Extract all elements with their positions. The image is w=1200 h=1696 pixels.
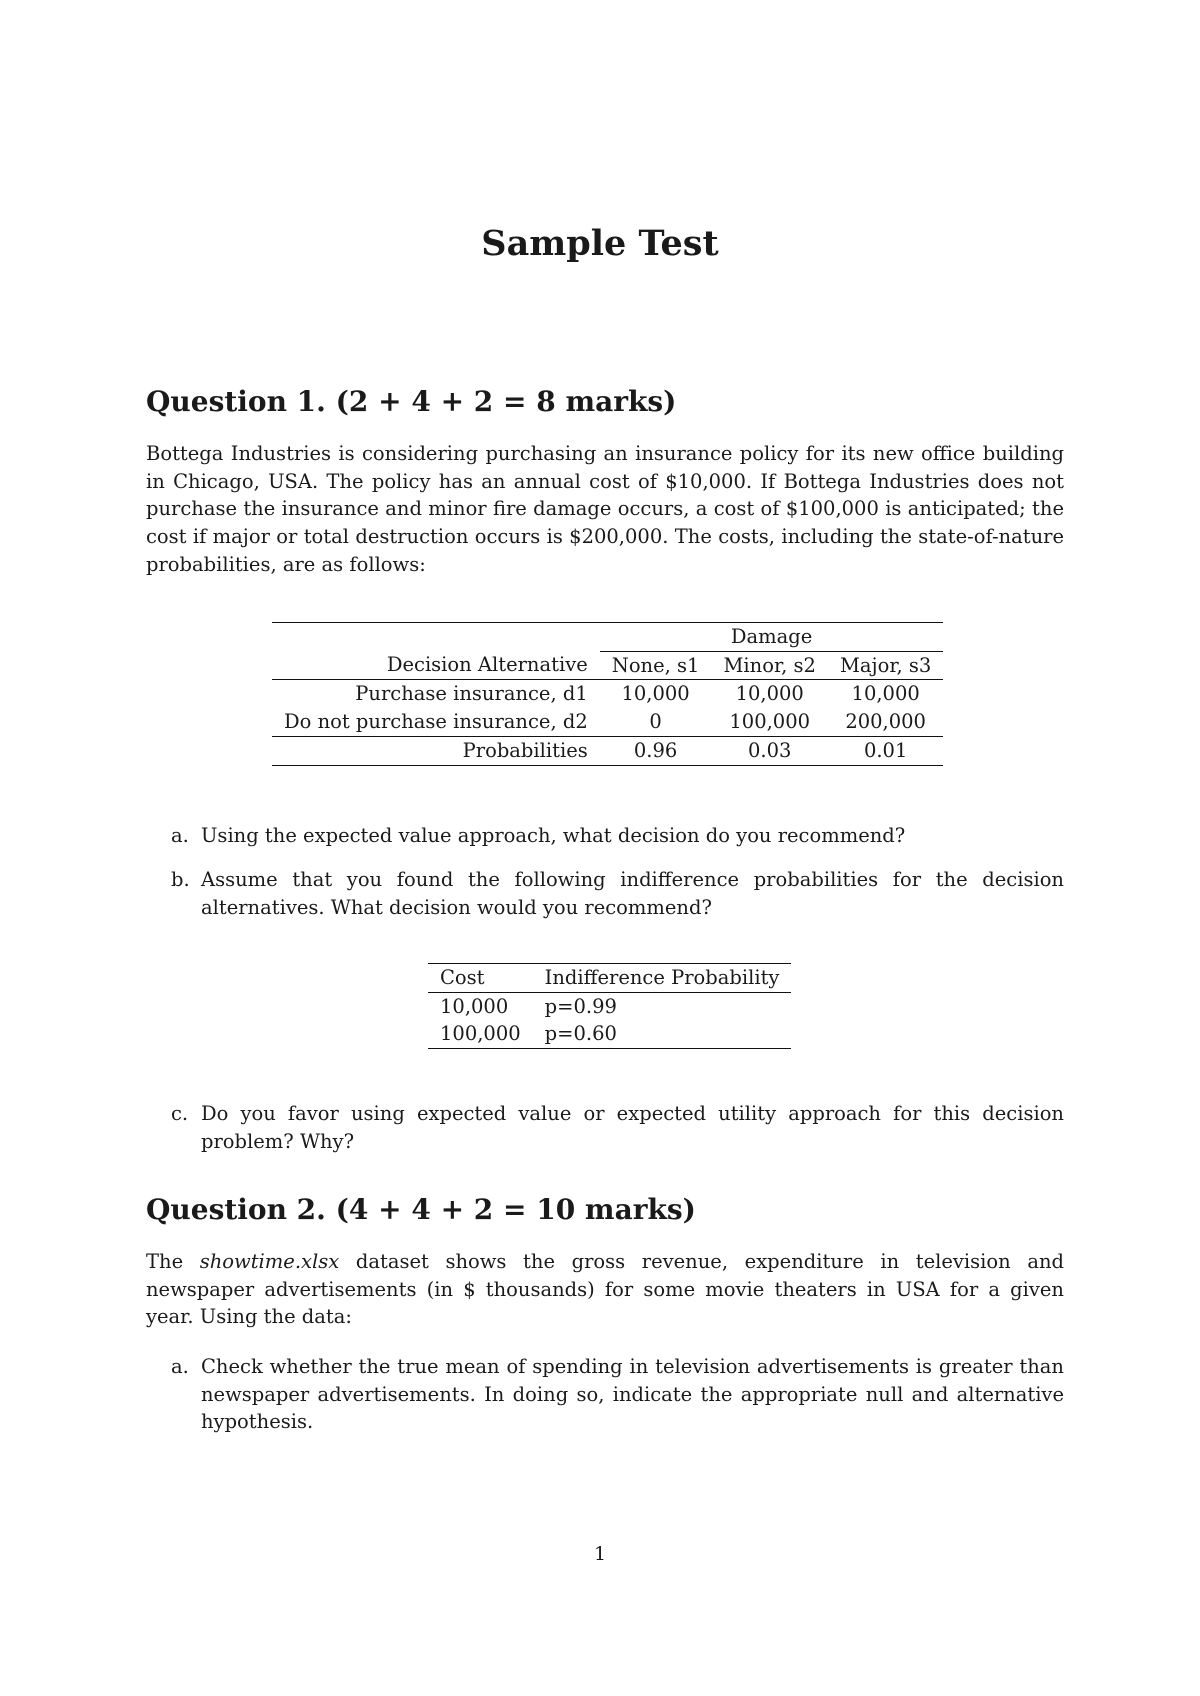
paragraph-text: dataset shows the gross revenue, expenditure in television and newspaper advertisements (in $ thousands) for some movie theaters in USA for a given year. Using the data: <box>146 1250 1064 1329</box>
table-cell: 100,000 <box>440 1022 521 1046</box>
table-cell: Purchase insurance, d1 <box>272 680 600 708</box>
table-cell: 0.01 <box>828 736 943 765</box>
question-2-paragraph <box>146 1248 1064 1331</box>
table-cell: Do not purchase insurance, d2 <box>284 710 588 734</box>
paragraph-text: The <box>146 1250 200 1273</box>
question-2-part-a <box>171 1353 1064 1436</box>
part-text: Using the expected value approach, what decision do you recommend? <box>201 824 906 847</box>
question-1-part-b <box>171 866 1064 921</box>
table-cell: 10,000 <box>711 680 828 708</box>
table-header-cell: Decision Alternative <box>386 653 588 677</box>
indifference-table <box>428 963 791 1049</box>
question-1-part-c <box>171 1100 1064 1155</box>
part-label: a. <box>171 1355 189 1378</box>
question-1-paragraph: Bottega Industries is considering purchasing an insurance policy for its new office building in Chicago, USA. The policy has an annual cost of $10,000. If Bottega Industries does not purchase the insurance and minor fire damage occurs, a cost of $100,000 is anticipated; the cost if major or total destruction occurs is $200,000. The costs, including the state-of-nature probabilities, are as follows: <box>146 442 1064 576</box>
table-cell: 10,000 <box>428 992 533 1020</box>
question-2-heading: Question 2. (4 + 4 + 2 = 10 marks) <box>146 1193 696 1226</box>
part-text: Check whether the true mean of spending in television advertisements is greater than newspaper advertisements. In doing so, indicate the appropriate null and alternative hypothesis. <box>201 1355 1064 1434</box>
table-header-cell: None, s1 <box>611 653 700 677</box>
table-cell: 10,000 <box>600 680 712 708</box>
table-header-cell: Major, s3 <box>839 653 932 677</box>
cost-table <box>272 622 943 766</box>
part-text: Assume that you found the following indifference probabilities for the decision alternatives. What decision would you recommend? <box>201 868 1064 919</box>
table-cell: 100,000 <box>729 710 811 734</box>
table-header-cell: Minor, s2 <box>723 653 816 677</box>
table-header-cell: Indifference Probability <box>544 966 780 989</box>
table-cell: Probabilities <box>272 736 600 765</box>
question-1-heading: Question 1. (2 + 4 + 2 = 8 marks) <box>146 385 677 418</box>
probabilities-row <box>272 736 943 765</box>
table-cell: 0.03 <box>711 736 828 765</box>
page-title: Sample Test <box>481 223 719 264</box>
table-cell: 200,000 <box>845 710 926 734</box>
table-header-row <box>428 964 791 993</box>
table-cell: 10,000 <box>828 680 943 708</box>
table-row <box>428 1020 791 1048</box>
part-label: b. <box>171 868 190 891</box>
page-number: 1 <box>593 1543 607 1565</box>
table-cell: p=0.60 <box>544 1022 617 1046</box>
part-label: a. <box>171 824 189 847</box>
table-header-row <box>272 651 943 680</box>
table-row <box>272 708 943 736</box>
table-row <box>272 680 943 708</box>
table-cell: 0 <box>649 710 662 734</box>
part-label: c. <box>171 1102 189 1125</box>
dataset-name: showtime.xlsx <box>199 1250 340 1273</box>
part-text: Do you favor using expected value or expected utility approach for this decision problem? Why? <box>201 1102 1064 1153</box>
table-cell: p=0.99 <box>533 992 792 1020</box>
table-row <box>428 992 791 1020</box>
table-cell: 0.96 <box>600 736 712 765</box>
question-1-part-a <box>171 822 1064 850</box>
table-group-header: Damage <box>600 623 944 652</box>
table-header-cell: Cost <box>440 966 485 989</box>
